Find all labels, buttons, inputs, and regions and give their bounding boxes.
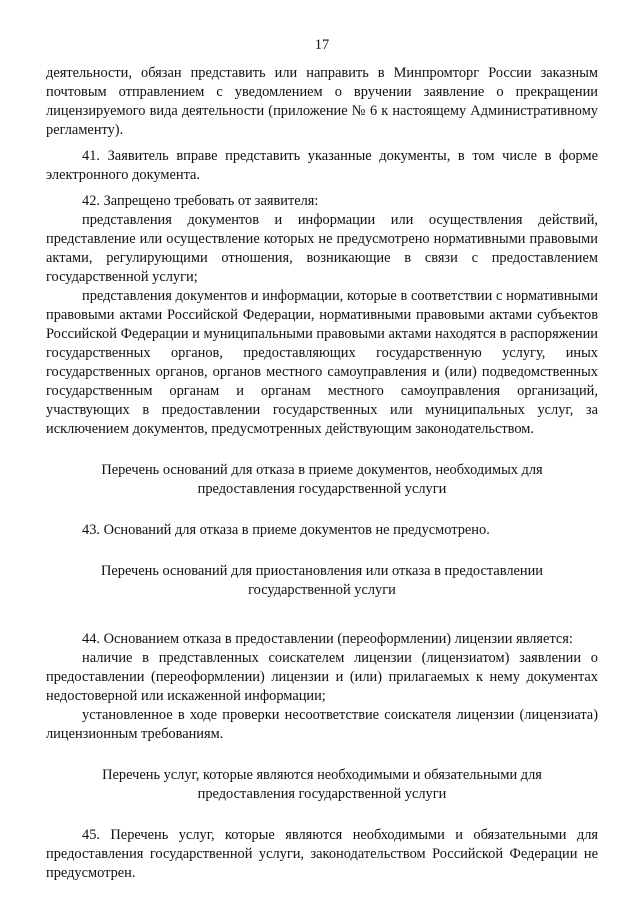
paragraph-43: 43. Оснований для отказа в приеме документов не предусмотрено. bbox=[82, 522, 490, 538]
paragraph-42-item-b: представления документов и информации, которые в соответствии с нормативными правовыми актами Российской Федерации, нормативными правовыми актами субъектов Российской Федерации и муниципальными правовыми актами находятся в распоряжении государственных органов, предоставляющих государственную услугу, иных государственных органов, органов местного самоуправления и (или) подведомственных государственным органам и органам местного самоуправления организаций, участвующих в предоставлении государственных или муниципальных услуг, за исключением документов, предусмотренных действующим законодательством. bbox=[46, 288, 598, 437]
paragraph-41: 41. Заявитель вправе представить указанные документы, в том числе в форме электронного документа. bbox=[46, 148, 598, 183]
paragraph-continuation: деятельности, обязан представить или направить в Минпромторг России заказным почтовым отправлением с уведомлением о вручении заявление о прекращении лицензируемого вида деятельности (приложение № 6 к настоящему Административному регламенту). bbox=[46, 65, 598, 138]
paragraph-44-item-a: наличие в представленных соискателем лицензии (лицензиатом) заявлении о предоставлении (переоформлении) лицензии и (или) прилагаемых к нему документах недостоверной или искаженной информации; bbox=[46, 650, 598, 704]
paragraph-45: 45. Перечень услуг, которые являются необходимыми и обязательными для предоставления государственной услуги, законодательством Российской Федерации не предусмотрен. bbox=[46, 827, 598, 881]
document-page bbox=[46, 36, 598, 883]
paragraph-44-item-b: установленное в ходе проверки несоответствие соискателя лицензии (лицензиата) лицензионным требованиям. bbox=[46, 707, 598, 742]
paragraph-42: 42. Запрещено требовать от заявителя: bbox=[82, 193, 319, 209]
paragraph-44: 44. Основанием отказа в предоставлении (переоформлении) лицензии является: bbox=[82, 631, 573, 647]
section-heading-refusal-acceptance: Перечень оснований для отказа в приеме документов, необходимых для предоставления государственной услуги bbox=[101, 462, 543, 497]
section-heading-required-services: Перечень услуг, которые являются необходимыми и обязательными для предоставления государственной услуги bbox=[102, 767, 542, 802]
section-heading-suspension-refusal: Перечень оснований для приостановления или отказа в предоставлении государственной услуги bbox=[100, 563, 543, 598]
page-number: 17 bbox=[314, 37, 330, 53]
paragraph-42-item-a: представления документов и информации или осуществления действий, представление или осуществление которых не предусмотрено нормативными правовыми актами, регулирующими отношения, возникающие в связи с предоставлением государственной услуги; bbox=[46, 212, 598, 285]
